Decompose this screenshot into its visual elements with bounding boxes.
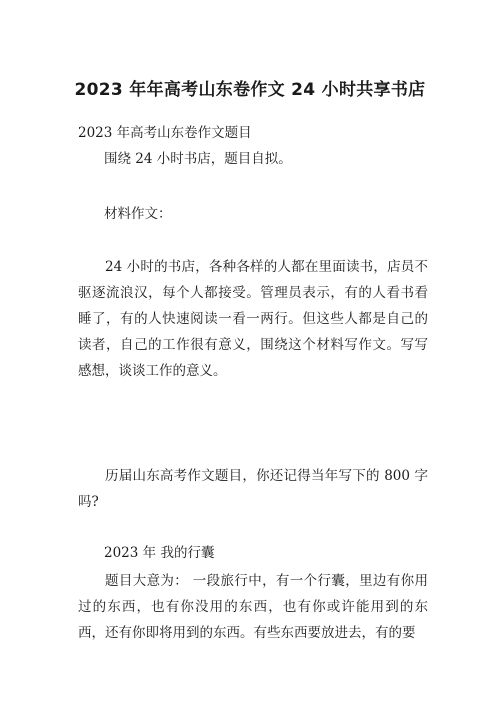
material-label: 材料作文： <box>104 206 172 222</box>
prompt-line: 围绕 24 小时书店，题目自拟。 <box>104 151 292 167</box>
year-heading: 2023 年 我的行囊 <box>104 545 215 561</box>
question-paragraph: 历届山东高考作文题目，你还记得当年写下的 800 字吗? <box>78 468 428 510</box>
document-title: 2023 年年高考山东卷作文 24 小时共享书店 <box>74 80 426 100</box>
material-paragraph: 24 小时的书店，各种各样的人都在里面读书，店员不驱逐流浪汉，每个人都接受。管理员表示，有的人看书看睡了，有的人快速阅读一看一两行。但这些人都是自己的读者，自己的工作很有意义，围绕这个材料写作文。写写感想，谈谈工作的意义。 <box>78 259 428 379</box>
section-heading: 2023 年高考山东卷作文题目 <box>78 125 252 141</box>
topic-paragraph: 题目大意为： 一段旅行中，有一个行囊，里边有你用过的东西，也有你没用的东西，也有你或许能用到的东西，还有你即将用到的东西。有些东西要放进去，有的要 <box>78 573 428 641</box>
